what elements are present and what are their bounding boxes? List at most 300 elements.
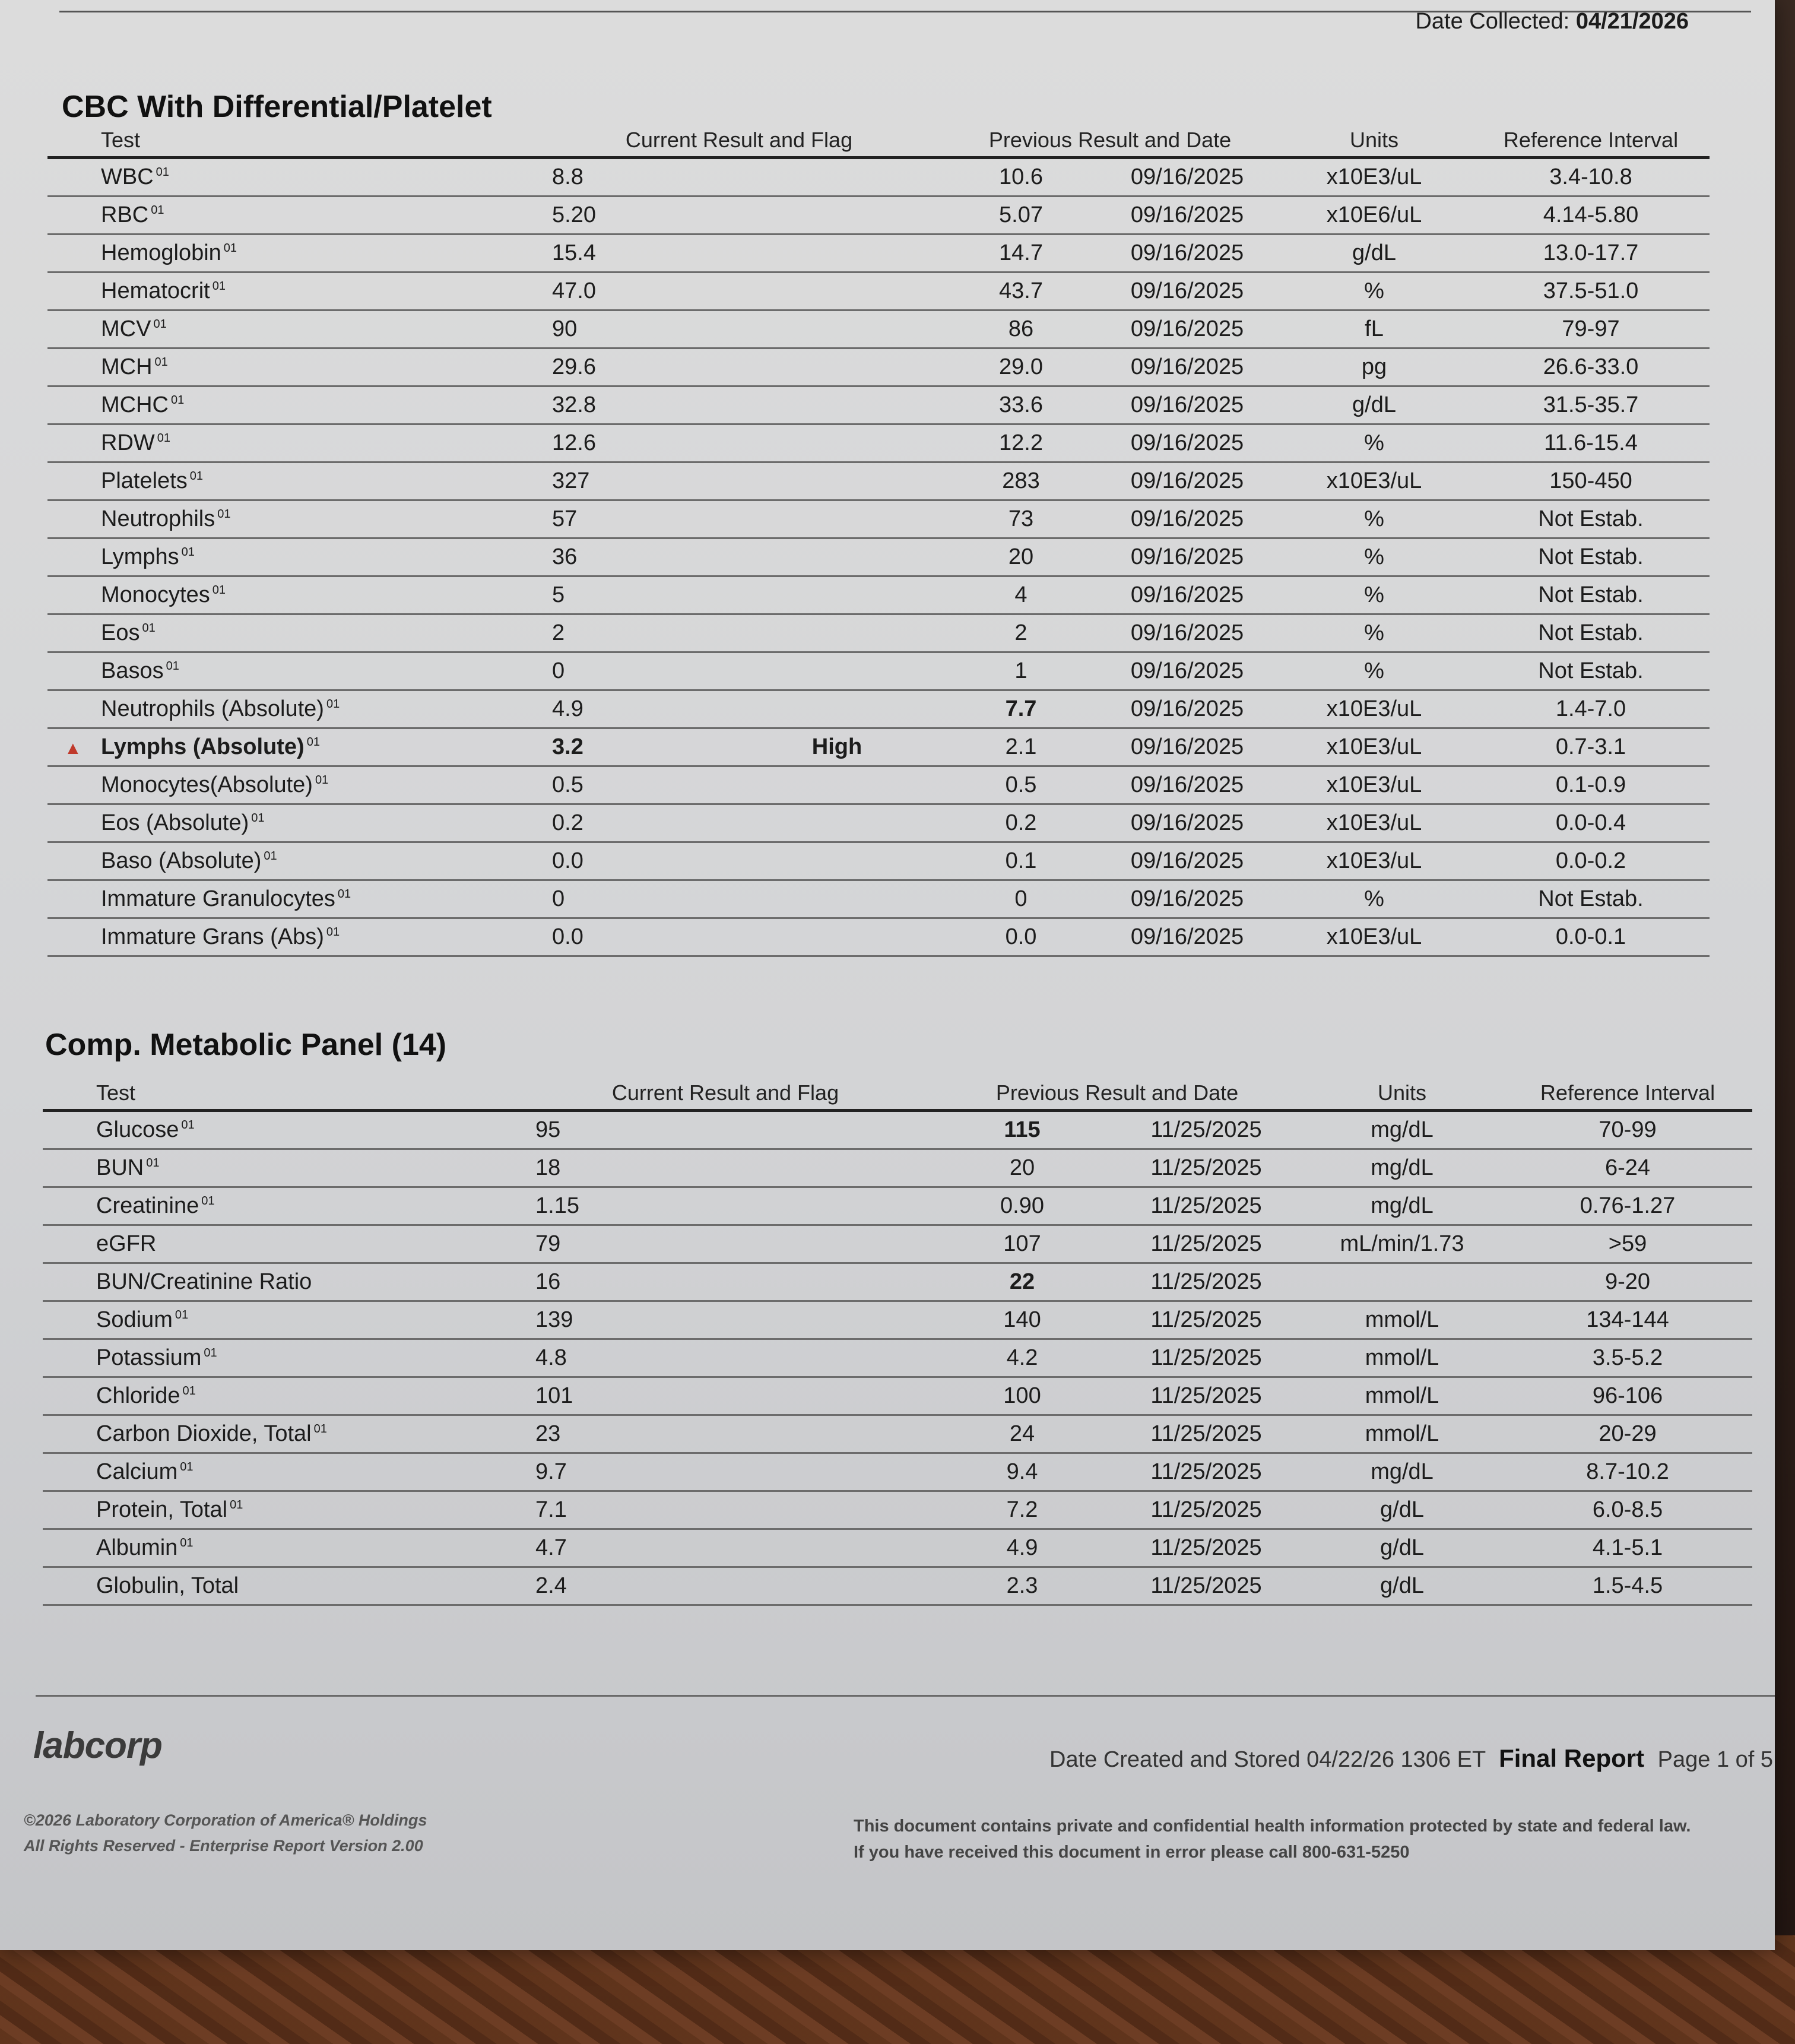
previous-result-cell-text: 29.0 [999, 354, 1043, 379]
reference-interval-cell-text: 20-29 [1599, 1421, 1657, 1446]
previous-date-cell [1098, 804, 1276, 842]
reference-interval-cell-text: 31.5-35.7 [1543, 392, 1639, 417]
previous-date-cell-text: 09/16/2025 [1130, 316, 1244, 341]
current-result-cell [534, 690, 730, 728]
previous-result-cell-text: 2.3 [1006, 1573, 1038, 1598]
reference-interval-cell-text: Not Estab. [1538, 544, 1644, 569]
date-created-value: 04/22/26 1306 ET [1306, 1747, 1486, 1772]
reference-interval-cell [1472, 880, 1710, 918]
current-result-cell-text: 4.7 [535, 1535, 567, 1560]
reference-interval-cell [1472, 310, 1710, 348]
reference-interval-cell-text: 1.4-7.0 [1555, 696, 1626, 721]
page-number: Page 1 of 5 [1657, 1747, 1774, 1772]
test-name-cell-text: MCV [101, 316, 151, 341]
table-row [47, 690, 1710, 728]
previous-result-cell [944, 197, 1098, 234]
footnote-marker: 01 [156, 166, 169, 179]
table-row [43, 1491, 1752, 1529]
footnote-marker: 01 [306, 736, 320, 749]
current-result-cell-text: 5.20 [552, 202, 596, 227]
test-name-cell [47, 614, 534, 652]
current-result-cell-text: 8.8 [552, 164, 583, 189]
test-name-cell [43, 1263, 518, 1301]
previous-result-cell-text: 283 [1002, 468, 1040, 493]
result-flag-cell [730, 766, 944, 804]
previous-result-cell-text: 0.5 [1005, 772, 1037, 797]
test-name-cell [47, 348, 534, 386]
current-result-cell-text: 5 [552, 582, 565, 607]
reference-interval-cell [1503, 1453, 1752, 1491]
test-name-cell [43, 1453, 518, 1491]
current-result-cell-text: 23 [535, 1421, 561, 1446]
previous-result-cell-text: 12.2 [999, 430, 1043, 455]
test-name-cell-text: Immature Grans (Abs) [101, 924, 324, 949]
test-name-cell [43, 1301, 518, 1339]
reference-interval-cell [1472, 842, 1710, 880]
previous-date-cell-text: 11/25/2025 [1150, 1231, 1262, 1256]
previous-date-cell-text: 11/25/2025 [1150, 1155, 1262, 1180]
reference-interval-cell-text: 26.6-33.0 [1543, 354, 1639, 379]
test-name-cell-text: Lymphs [101, 544, 179, 569]
previous-date-cell-text: 11/25/2025 [1150, 1117, 1262, 1142]
result-flag-cell [730, 538, 944, 576]
result-flag-cell-text: High [811, 734, 862, 759]
reference-interval-cell [1472, 197, 1710, 234]
previous-date-cell-text: 09/16/2025 [1130, 506, 1244, 531]
table-row [43, 1415, 1752, 1453]
current-result-cell [534, 158, 730, 197]
test-name-cell-text: Basos [101, 658, 164, 683]
previous-result-cell [933, 1301, 1111, 1339]
table-row [47, 272, 1710, 310]
units-cell [1276, 652, 1472, 690]
footnote-marker: 01 [180, 1460, 194, 1474]
units-cell-text: % [1364, 582, 1384, 607]
footnote-marker: 01 [223, 242, 237, 255]
copyright-notice [24, 1808, 427, 1859]
current-result-cell [518, 1225, 731, 1263]
cmp-table-body [43, 1111, 1752, 1605]
current-result-cell-text: 0 [552, 658, 565, 683]
reference-interval-cell-text: 8.7-10.2 [1586, 1459, 1669, 1484]
test-name-cell [47, 576, 534, 614]
column-header-test: Test [43, 1080, 518, 1111]
previous-date-cell [1111, 1415, 1301, 1453]
units-cell [1276, 272, 1472, 310]
test-name-cell-text: MCH [101, 354, 153, 379]
reference-interval-cell [1503, 1187, 1752, 1225]
report-status-line [1049, 1744, 1773, 1773]
previous-date-cell [1111, 1111, 1301, 1149]
current-result-cell-text: 7.1 [535, 1497, 567, 1522]
current-result-cell [534, 652, 730, 690]
current-result-cell-text: 36 [552, 544, 578, 569]
previous-date-cell [1111, 1263, 1301, 1301]
previous-date-cell-text: 09/16/2025 [1130, 886, 1244, 911]
result-flag-cell [731, 1491, 933, 1529]
table-row [47, 462, 1710, 500]
test-name-cell [47, 234, 534, 272]
previous-date-cell-text: 09/16/2025 [1130, 734, 1244, 759]
units-cell [1276, 234, 1472, 272]
previous-result-cell [944, 918, 1098, 956]
reference-interval-cell-text: 0.7-3.1 [1555, 734, 1626, 759]
abnormal-flag-icon: ▲ [64, 739, 82, 758]
units-cell [1301, 1301, 1503, 1339]
previous-date-cell-text: 11/25/2025 [1150, 1535, 1262, 1560]
units-cell [1276, 880, 1472, 918]
test-name-cell [47, 918, 534, 956]
result-flag-cell [730, 386, 944, 424]
previous-date-cell-text: 09/16/2025 [1130, 658, 1244, 683]
previous-date-cell [1098, 614, 1276, 652]
test-name-cell [47, 690, 534, 728]
table-row [47, 728, 1710, 766]
previous-date-cell-text: 11/25/2025 [1150, 1497, 1262, 1522]
previous-date-cell-text: 11/25/2025 [1150, 1345, 1262, 1370]
test-name-cell-text: Albumin [96, 1535, 178, 1560]
units-cell-text: g/dL [1352, 392, 1396, 417]
reference-interval-cell [1472, 918, 1710, 956]
previous-result-cell [944, 538, 1098, 576]
footnote-marker: 01 [212, 584, 226, 597]
previous-result-cell-text: 7.2 [1006, 1497, 1038, 1522]
previous-result-cell-text: 2.1 [1005, 734, 1037, 759]
footnote-marker: 01 [326, 926, 340, 939]
current-result-cell-text: 0.0 [552, 924, 583, 949]
result-flag-cell [730, 462, 944, 500]
units-cell-text: mg/dL [1371, 1117, 1434, 1142]
reference-interval-cell [1503, 1339, 1752, 1377]
reference-interval-cell-text: >59 [1608, 1231, 1647, 1256]
previous-result-cell-text: 0 [1014, 886, 1027, 911]
table-row [47, 766, 1710, 804]
previous-result-cell-text: 5.07 [999, 202, 1043, 227]
previous-date-cell-text: 09/16/2025 [1130, 164, 1244, 189]
result-flag-cell [730, 272, 944, 310]
units-cell-text: mg/dL [1371, 1193, 1434, 1218]
previous-result-cell-text: 24 [1009, 1421, 1035, 1446]
test-name-cell-text: Immature Granulocytes [101, 886, 335, 911]
current-result-cell-text: 0 [552, 886, 565, 911]
test-name-cell-text: Chloride [96, 1383, 180, 1408]
previous-date-cell-text: 09/16/2025 [1130, 468, 1244, 493]
units-cell [1276, 842, 1472, 880]
units-cell [1276, 158, 1472, 197]
reference-interval-cell-text: 6.0-8.5 [1592, 1497, 1663, 1522]
reference-interval-cell [1503, 1149, 1752, 1187]
reference-interval-cell-text: Not Estab. [1538, 886, 1644, 911]
footnote-marker: 01 [153, 318, 167, 331]
table-row [47, 880, 1710, 918]
test-name-cell-text: Eos [101, 620, 140, 645]
footnote-marker: 01 [180, 1536, 194, 1550]
reference-interval-cell-text: 79-97 [1562, 316, 1620, 341]
current-result-cell-text: 2.4 [535, 1573, 567, 1598]
column-header-units: Units [1301, 1080, 1503, 1111]
previous-date-cell [1098, 310, 1276, 348]
table-row [47, 386, 1710, 424]
previous-result-cell-text: 10.6 [999, 164, 1043, 189]
footnote-marker: 01 [151, 204, 164, 217]
current-result-cell [534, 918, 730, 956]
reference-interval-cell [1472, 538, 1710, 576]
previous-result-cell [944, 804, 1098, 842]
current-result-cell [518, 1111, 731, 1149]
result-flag-cell [731, 1187, 933, 1225]
units-cell-text: x10E6/uL [1326, 202, 1422, 227]
previous-result-cell-text: 7.7 [1005, 696, 1037, 721]
current-result-cell [518, 1491, 731, 1529]
previous-result-cell [944, 576, 1098, 614]
cmp-header-row [43, 1080, 1752, 1111]
units-cell [1301, 1415, 1503, 1453]
table-row [43, 1567, 1752, 1605]
footnote-marker: 01 [189, 470, 203, 483]
previous-result-cell-text: 0.2 [1005, 810, 1037, 835]
units-cell [1276, 424, 1472, 462]
test-name-cell-text: Sodium [96, 1307, 173, 1332]
test-name-cell [47, 842, 534, 880]
reference-interval-cell-text: 4.14-5.80 [1543, 202, 1639, 227]
previous-date-cell-text: 09/16/2025 [1130, 810, 1244, 835]
units-cell-text: x10E3/uL [1326, 696, 1422, 721]
cbc-results-table [47, 128, 1710, 957]
units-cell-text: % [1364, 544, 1384, 569]
copyright-line-2: All Rights Reserved - Enterprise Report Version 2.00 [24, 1837, 423, 1855]
current-result-cell [518, 1415, 731, 1453]
current-result-cell [534, 234, 730, 272]
previous-result-cell-text: 4.9 [1006, 1535, 1038, 1560]
table-row [47, 500, 1710, 538]
current-result-cell [534, 576, 730, 614]
previous-result-cell-text: 86 [1008, 316, 1034, 341]
current-result-cell-text: 57 [552, 506, 578, 531]
test-name-cell-text: BUN/Creatinine Ratio [96, 1269, 312, 1294]
result-flag-cell [731, 1339, 933, 1377]
current-result-cell-text: 139 [535, 1307, 573, 1332]
units-cell [1301, 1111, 1503, 1149]
reference-interval-cell [1472, 766, 1710, 804]
units-cell [1301, 1529, 1503, 1567]
units-cell [1276, 576, 1472, 614]
reference-interval-cell [1503, 1111, 1752, 1149]
units-cell [1301, 1149, 1503, 1187]
table-row [43, 1111, 1752, 1149]
previous-date-cell [1098, 880, 1276, 918]
test-name-cell-text: Platelets [101, 468, 188, 493]
test-name-cell [47, 804, 534, 842]
previous-date-cell [1111, 1187, 1301, 1225]
units-cell-text: % [1364, 430, 1384, 455]
table-row [43, 1529, 1752, 1567]
test-name-cell-text: Baso (Absolute) [101, 848, 262, 873]
result-flag-cell [731, 1453, 933, 1491]
column-header-units: Units [1276, 128, 1472, 158]
units-cell [1276, 804, 1472, 842]
current-result-cell-text: 4.8 [535, 1345, 567, 1370]
test-name-cell-text: Protein, Total [96, 1497, 228, 1522]
table-row [43, 1453, 1752, 1491]
reference-interval-cell [1503, 1529, 1752, 1567]
current-result-cell [534, 538, 730, 576]
current-result-cell [534, 462, 730, 500]
reference-interval-cell [1472, 348, 1710, 386]
column-header-reference: Reference Interval [1503, 1080, 1752, 1111]
reference-interval-cell-text: 0.0-0.1 [1555, 924, 1626, 949]
units-cell-text: g/dL [1380, 1497, 1424, 1522]
reference-interval-cell [1472, 500, 1710, 538]
current-result-cell-text: 79 [535, 1231, 561, 1256]
table-row [47, 614, 1710, 652]
reference-interval-cell [1472, 690, 1710, 728]
previous-date-cell-text: 09/16/2025 [1130, 620, 1244, 645]
units-cell [1301, 1187, 1503, 1225]
test-name-cell [47, 272, 534, 310]
test-name-cell [47, 386, 534, 424]
current-result-cell-text: 12.6 [552, 430, 596, 455]
previous-date-cell [1111, 1377, 1301, 1415]
table-row [47, 842, 1710, 880]
reference-interval-cell [1503, 1263, 1752, 1301]
units-cell [1276, 538, 1472, 576]
test-name-cell [43, 1377, 518, 1415]
current-result-cell-text: 18 [535, 1155, 561, 1180]
previous-date-cell-text: 09/16/2025 [1130, 240, 1244, 265]
confidentiality-notice [854, 1814, 1691, 1865]
footnote-marker: 01 [337, 888, 351, 901]
previous-result-cell-text: 115 [1004, 1117, 1041, 1142]
current-result-cell-text: 0.5 [552, 772, 583, 797]
units-cell-text: g/dL [1380, 1535, 1424, 1560]
current-result-cell-text: 16 [535, 1269, 561, 1294]
test-name-cell-text: RDW [101, 430, 155, 455]
current-result-cell-text: 2 [552, 620, 565, 645]
result-flag-cell [731, 1567, 933, 1605]
table-row [47, 424, 1710, 462]
test-name-cell-text: eGFR [96, 1231, 157, 1256]
units-cell-text: x10E3/uL [1326, 734, 1422, 759]
units-cell [1276, 386, 1472, 424]
units-cell-text: x10E3/uL [1326, 924, 1422, 949]
current-result-cell-text: 327 [552, 468, 590, 493]
result-flag-cell [730, 348, 944, 386]
previous-result-cell [933, 1377, 1111, 1415]
previous-result-cell-text: 100 [1003, 1383, 1041, 1408]
units-cell-text: fL [1365, 316, 1384, 341]
current-result-cell-text: 0.2 [552, 810, 583, 835]
reference-interval-cell-text: 11.6-15.4 [1544, 430, 1638, 455]
result-flag-cell [730, 918, 944, 956]
previous-date-cell-text: 09/16/2025 [1130, 392, 1244, 417]
previous-date-cell [1111, 1529, 1301, 1567]
previous-date-cell-text: 09/16/2025 [1130, 544, 1244, 569]
current-result-cell [518, 1377, 731, 1415]
current-result-cell [518, 1301, 731, 1339]
units-cell-text: % [1364, 506, 1384, 531]
test-name-cell [47, 158, 534, 197]
result-flag-cell [731, 1111, 933, 1149]
previous-result-cell-text: 4.2 [1006, 1345, 1038, 1370]
reference-interval-cell [1472, 728, 1710, 766]
previous-result-cell [933, 1529, 1111, 1567]
result-flag-cell [730, 728, 944, 766]
current-result-cell-text: 47.0 [552, 278, 596, 303]
units-cell [1301, 1225, 1503, 1263]
reference-interval-cell [1472, 424, 1710, 462]
cbc-header-row [47, 128, 1710, 158]
reference-interval-cell-text: 0.0-0.4 [1555, 810, 1626, 835]
previous-result-cell [944, 348, 1098, 386]
reference-interval-cell [1503, 1491, 1752, 1529]
test-name-cell-text: Calcium [96, 1459, 178, 1484]
previous-date-cell-text: 09/16/2025 [1130, 202, 1244, 227]
current-result-cell [534, 842, 730, 880]
previous-result-cell [944, 234, 1098, 272]
footnote-marker: 01 [181, 1118, 195, 1132]
units-cell-text: x10E3/uL [1326, 164, 1422, 189]
previous-date-cell-text: 09/16/2025 [1130, 848, 1244, 873]
footnote-marker: 01 [181, 546, 195, 559]
table-row [47, 576, 1710, 614]
test-name-cell [47, 197, 534, 234]
result-flag-cell [730, 804, 944, 842]
current-result-cell [518, 1149, 731, 1187]
previous-result-cell-text: 1 [1014, 658, 1027, 683]
test-name-cell-text: Creatinine [96, 1193, 199, 1218]
test-name-cell-text: Eos (Absolute) [101, 810, 249, 835]
reference-interval-cell-text: 1.5-4.5 [1592, 1573, 1663, 1598]
test-name-cell [43, 1187, 518, 1225]
table-row [43, 1263, 1752, 1301]
test-name-cell-text: Globulin, Total [96, 1573, 239, 1598]
test-name-cell-text: Carbon Dioxide, Total [96, 1421, 312, 1446]
previous-date-cell [1111, 1339, 1301, 1377]
current-result-cell-text: 1.15 [535, 1193, 579, 1218]
footnote-marker: 01 [212, 280, 226, 293]
reference-interval-cell [1472, 234, 1710, 272]
reference-interval-cell-text: 3.5-5.2 [1592, 1345, 1663, 1370]
previous-result-cell [944, 728, 1098, 766]
reference-interval-cell [1472, 576, 1710, 614]
table-row [47, 918, 1710, 956]
previous-result-cell [933, 1339, 1111, 1377]
test-name-cell-text: Neutrophils [101, 506, 215, 531]
previous-date-cell [1098, 538, 1276, 576]
previous-result-cell-text: 43.7 [999, 278, 1043, 303]
table-row [47, 348, 1710, 386]
previous-date-cell [1111, 1491, 1301, 1529]
table-row [47, 652, 1710, 690]
current-result-cell-text: 9.7 [535, 1459, 567, 1484]
previous-result-cell [944, 880, 1098, 918]
reference-interval-cell-text: 0.76-1.27 [1580, 1193, 1676, 1218]
units-cell-text: g/dL [1380, 1573, 1424, 1598]
units-cell [1301, 1567, 1503, 1605]
previous-result-cell [944, 842, 1098, 880]
previous-date-cell-text: 11/25/2025 [1150, 1193, 1262, 1218]
result-flag-cell [730, 576, 944, 614]
result-flag-cell [731, 1377, 933, 1415]
previous-result-cell-text: 20 [1008, 544, 1034, 569]
previous-result-cell [933, 1453, 1111, 1491]
test-name-cell [47, 728, 534, 766]
reference-interval-cell [1503, 1415, 1752, 1453]
cbc-table-body [47, 158, 1710, 956]
test-name-cell-text: Hematocrit [101, 278, 210, 303]
units-cell-text: % [1364, 886, 1384, 911]
result-flag-cell [730, 690, 944, 728]
